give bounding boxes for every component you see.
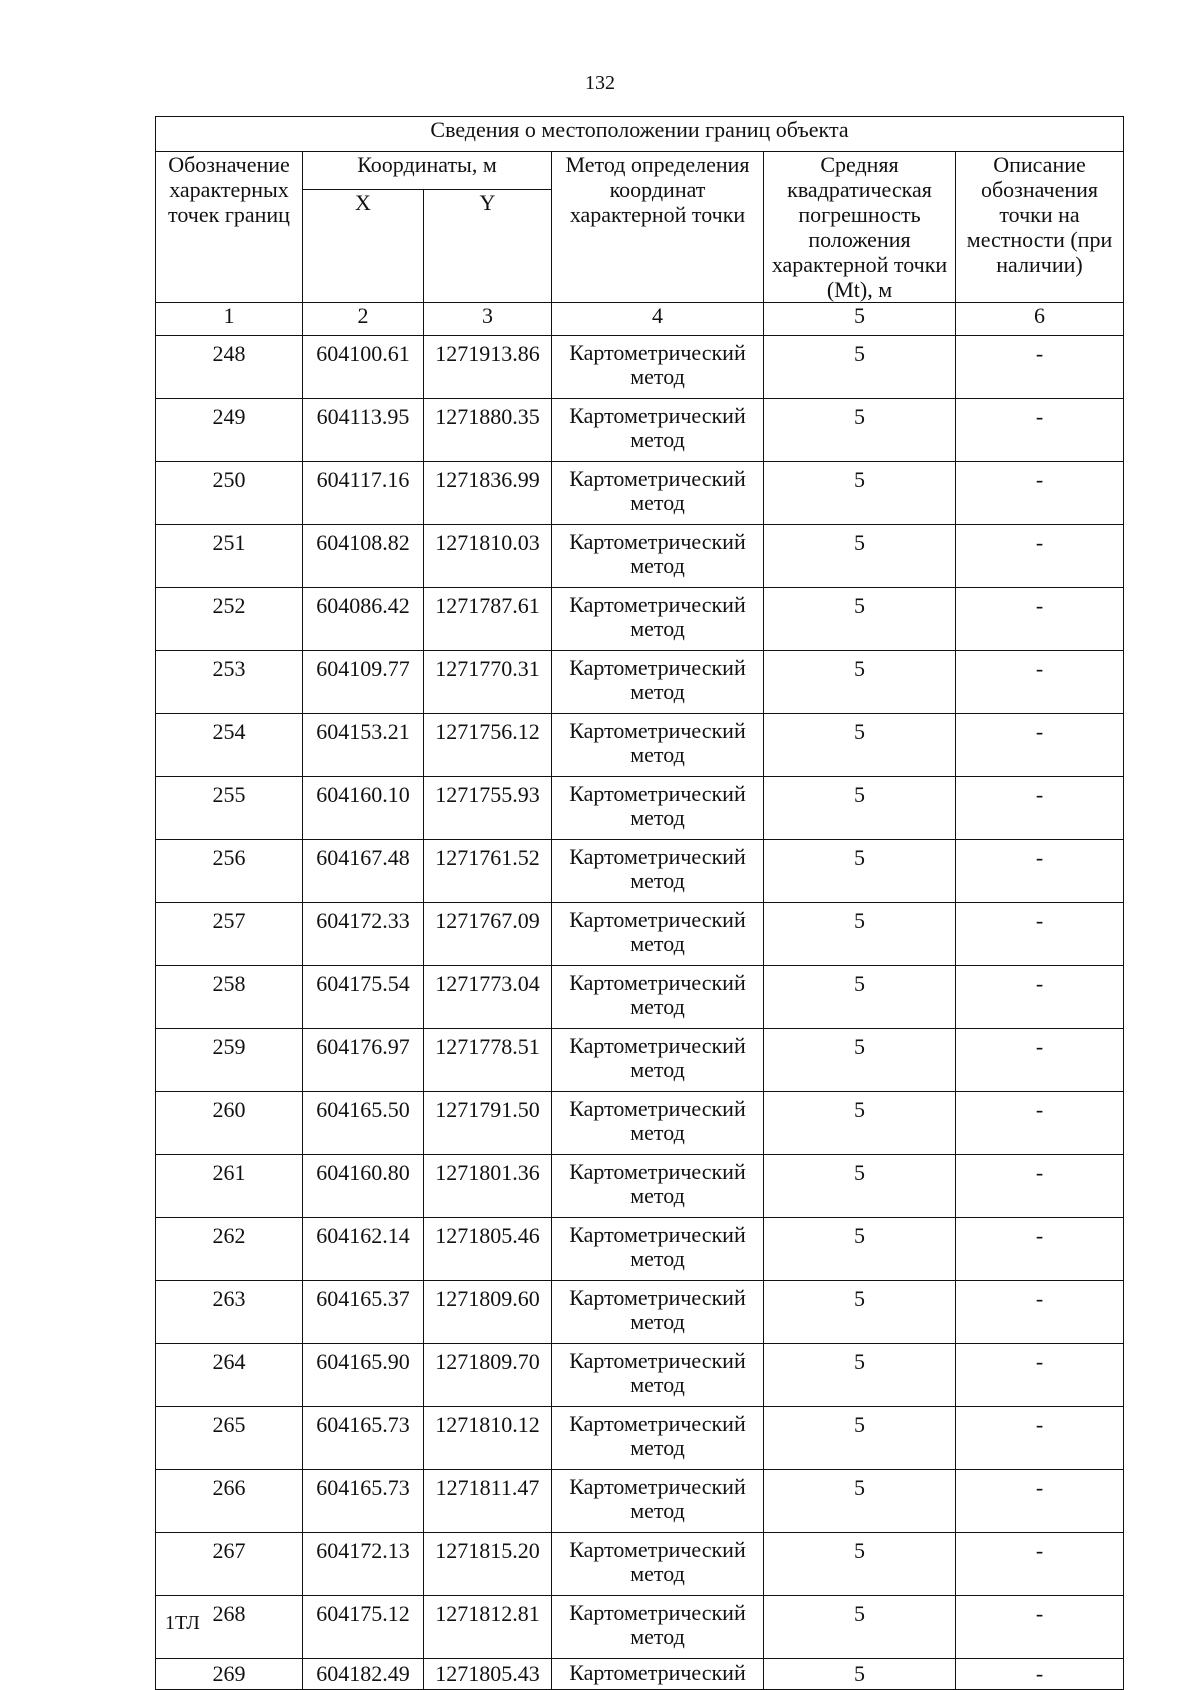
column-number: 2: [303, 303, 424, 336]
table-row: [156, 525, 1124, 588]
header-accuracy: Средняя квадратическая погрешность положения характерной точки (Mt), м: [764, 152, 956, 303]
cell-x: 604160.80: [303, 1155, 424, 1218]
cell-x: 604176.97: [303, 1029, 424, 1092]
cell-accuracy: 5: [764, 1659, 956, 1690]
column-number: 3: [424, 303, 552, 336]
cell-accuracy: 5: [764, 1218, 956, 1281]
cell-point: 269: [156, 1659, 303, 1690]
cell-point: 259: [156, 1029, 303, 1092]
cell-y: 1271812.81: [424, 1596, 552, 1659]
cell-method: Картометрический метод: [552, 714, 764, 777]
cell-y: 1271836.99: [424, 462, 552, 525]
column-number: 4: [552, 303, 764, 336]
column-number: 5: [764, 303, 956, 336]
cell-point: 256: [156, 840, 303, 903]
cell-point: 251: [156, 525, 303, 588]
cell-method: Картометрический метод: [552, 462, 764, 525]
cell-accuracy: 5: [764, 1155, 956, 1218]
cell-description: -: [956, 840, 1124, 903]
cell-y: 1271761.52: [424, 840, 552, 903]
table-row: [156, 399, 1124, 462]
cell-accuracy: 5: [764, 1596, 956, 1659]
cell-method: Картометрический метод: [552, 1218, 764, 1281]
cell-accuracy: 5: [764, 966, 956, 1029]
header-method: Метод определения координат характерной точки: [552, 152, 764, 303]
boundary-coordinates-table: [155, 116, 1124, 1690]
cell-x: 604167.48: [303, 840, 424, 903]
cell-x: 604172.13: [303, 1533, 424, 1596]
cell-accuracy: 5: [764, 1344, 956, 1407]
cell-accuracy: 5: [764, 336, 956, 399]
cell-x: 604117.16: [303, 462, 424, 525]
cell-method: Картометрический метод: [552, 651, 764, 714]
header-x: X: [303, 190, 424, 303]
cell-description: -: [956, 651, 1124, 714]
table-row: [156, 903, 1124, 966]
cell-point: 264: [156, 1344, 303, 1407]
cell-description: -: [956, 966, 1124, 1029]
cell-accuracy: 5: [764, 777, 956, 840]
cell-point: 248: [156, 336, 303, 399]
cell-accuracy: 5: [764, 1281, 956, 1344]
header-coordinates: Координаты, м: [303, 152, 552, 190]
cell-description: -: [956, 1155, 1124, 1218]
cell-y: 1271880.35: [424, 399, 552, 462]
cell-description: -: [956, 1092, 1124, 1155]
cell-accuracy: 5: [764, 462, 956, 525]
cell-method: Картометрический метод: [552, 1596, 764, 1659]
cell-x: 604086.42: [303, 588, 424, 651]
cell-accuracy: 5: [764, 1533, 956, 1596]
column-number: 1: [156, 303, 303, 336]
cell-y: 1271778.51: [424, 1029, 552, 1092]
cell-description: -: [956, 1407, 1124, 1470]
cell-accuracy: 5: [764, 651, 956, 714]
cell-x: 604162.14: [303, 1218, 424, 1281]
cell-x: 604165.90: [303, 1344, 424, 1407]
cell-description: -: [956, 1596, 1124, 1659]
cell-point: 253: [156, 651, 303, 714]
cell-method: Картометрический метод: [552, 1029, 764, 1092]
cell-accuracy: 5: [764, 1470, 956, 1533]
cell-point: 254: [156, 714, 303, 777]
cell-x: 604175.54: [303, 966, 424, 1029]
table-row: [156, 1407, 1124, 1470]
cell-point: 255: [156, 777, 303, 840]
cell-y: 1271787.61: [424, 588, 552, 651]
cell-description: -: [956, 1470, 1124, 1533]
cell-x: 604175.12: [303, 1596, 424, 1659]
cell-point: 263: [156, 1281, 303, 1344]
cell-description: -: [956, 903, 1124, 966]
table-row: [156, 1092, 1124, 1155]
cell-description: -: [956, 399, 1124, 462]
cell-method: Картометрический метод: [552, 336, 764, 399]
page-number: 132: [585, 72, 615, 94]
cell-y: 1271801.36: [424, 1155, 552, 1218]
cell-description: -: [956, 1344, 1124, 1407]
table-row: [156, 588, 1124, 651]
header-designation: Обозначение характерных точек границ: [156, 152, 303, 303]
cell-description: -: [956, 1281, 1124, 1344]
footer-code: 1ТЛ: [165, 1612, 200, 1634]
cell-method: Картометрический метод: [552, 1281, 764, 1344]
cell-method: Картометрический метод: [552, 399, 764, 462]
cell-accuracy: 5: [764, 714, 956, 777]
cell-y: 1271770.31: [424, 651, 552, 714]
header-y: Y: [424, 190, 552, 303]
table-row: [156, 966, 1124, 1029]
cell-y: 1271809.60: [424, 1281, 552, 1344]
table-row: [156, 840, 1124, 903]
cell-point: 267: [156, 1533, 303, 1596]
cell-method: Картометрический метод: [552, 840, 764, 903]
cell-method: Картометрический метод: [552, 588, 764, 651]
table-row: [156, 651, 1124, 714]
cell-x: 604100.61: [303, 336, 424, 399]
cell-accuracy: 5: [764, 1029, 956, 1092]
cell-point: 261: [156, 1155, 303, 1218]
cell-accuracy: 5: [764, 1092, 956, 1155]
cell-x: 604182.49: [303, 1659, 424, 1690]
cell-method: Картометрический метод: [552, 1470, 764, 1533]
cell-description: -: [956, 1218, 1124, 1281]
table-title: Сведения о местоположении границ объекта: [156, 117, 1124, 152]
cell-y: 1271767.09: [424, 903, 552, 966]
cell-y: 1271756.12: [424, 714, 552, 777]
table-row: [156, 714, 1124, 777]
cell-method: Картометрический метод: [552, 1407, 764, 1470]
cell-point: 258: [156, 966, 303, 1029]
cell-x: 604165.37: [303, 1281, 424, 1344]
cell-method: Картометрический метод: [552, 1155, 764, 1218]
cell-description: -: [956, 525, 1124, 588]
cell-description: -: [956, 1659, 1124, 1690]
cell-point: 260: [156, 1092, 303, 1155]
cell-y: 1271913.86: [424, 336, 552, 399]
cell-method: Картометрический метод: [552, 525, 764, 588]
cell-point: 262: [156, 1218, 303, 1281]
table-row: [156, 1281, 1124, 1344]
cell-method: Картометрический метод: [552, 1533, 764, 1596]
table-row: [156, 1470, 1124, 1533]
cell-y: 1271811.47: [424, 1470, 552, 1533]
cell-x: 604165.50: [303, 1092, 424, 1155]
cell-y: 1271810.03: [424, 525, 552, 588]
cell-y: 1271773.04: [424, 966, 552, 1029]
cell-accuracy: 5: [764, 525, 956, 588]
cell-y: 1271805.46: [424, 1218, 552, 1281]
cell-accuracy: 5: [764, 903, 956, 966]
column-number: 6: [956, 303, 1124, 336]
cell-method: Картометрический метод: [552, 777, 764, 840]
table-row: [156, 1533, 1124, 1596]
cell-description: -: [956, 777, 1124, 840]
table-row: [156, 1218, 1124, 1281]
cell-method: Картометрический метод: [552, 966, 764, 1029]
table-row: [156, 1029, 1124, 1092]
cell-x: 604153.21: [303, 714, 424, 777]
cell-y: 1271815.20: [424, 1533, 552, 1596]
cell-method: Картометрический метод: [552, 1344, 764, 1407]
cell-point: 252: [156, 588, 303, 651]
cell-description: -: [956, 1533, 1124, 1596]
cell-description: -: [956, 336, 1124, 399]
cell-method: Картометрический: [552, 1659, 764, 1690]
cell-accuracy: 5: [764, 399, 956, 462]
cell-method: Картометрический метод: [552, 903, 764, 966]
cell-accuracy: 5: [764, 1407, 956, 1470]
cell-description: -: [956, 1029, 1124, 1092]
cell-x: 604160.10: [303, 777, 424, 840]
cell-y: 1271755.93: [424, 777, 552, 840]
cell-accuracy: 5: [764, 588, 956, 651]
cell-description: -: [956, 462, 1124, 525]
cell-x: 604109.77: [303, 651, 424, 714]
cell-accuracy: 5: [764, 840, 956, 903]
cell-y: 1271810.12: [424, 1407, 552, 1470]
cell-x: 604165.73: [303, 1470, 424, 1533]
cell-point: 268: [156, 1596, 303, 1659]
cell-point: 250: [156, 462, 303, 525]
header-description: Описание обозначения точки на местности (при наличии): [956, 152, 1124, 303]
cell-x: 604165.73: [303, 1407, 424, 1470]
cell-y: 1271809.70: [424, 1344, 552, 1407]
cell-y: 1271805.43: [424, 1659, 552, 1690]
table-row: [156, 1344, 1124, 1407]
cell-x: 604113.95: [303, 399, 424, 462]
table-body: [156, 336, 1124, 1690]
cell-description: -: [956, 714, 1124, 777]
cell-point: 266: [156, 1470, 303, 1533]
cell-description: -: [956, 588, 1124, 651]
table-row: [156, 1155, 1124, 1218]
cell-method: Картометрический метод: [552, 1092, 764, 1155]
cell-point: 257: [156, 903, 303, 966]
cell-x: 604172.33: [303, 903, 424, 966]
cell-y: 1271791.50: [424, 1092, 552, 1155]
cell-point: 249: [156, 399, 303, 462]
table-row: [156, 462, 1124, 525]
table-row: [156, 777, 1124, 840]
cell-point: 265: [156, 1407, 303, 1470]
table-row: [156, 336, 1124, 399]
table-row: [156, 1659, 1124, 1690]
cell-x: 604108.82: [303, 525, 424, 588]
table-row: [156, 1596, 1124, 1659]
